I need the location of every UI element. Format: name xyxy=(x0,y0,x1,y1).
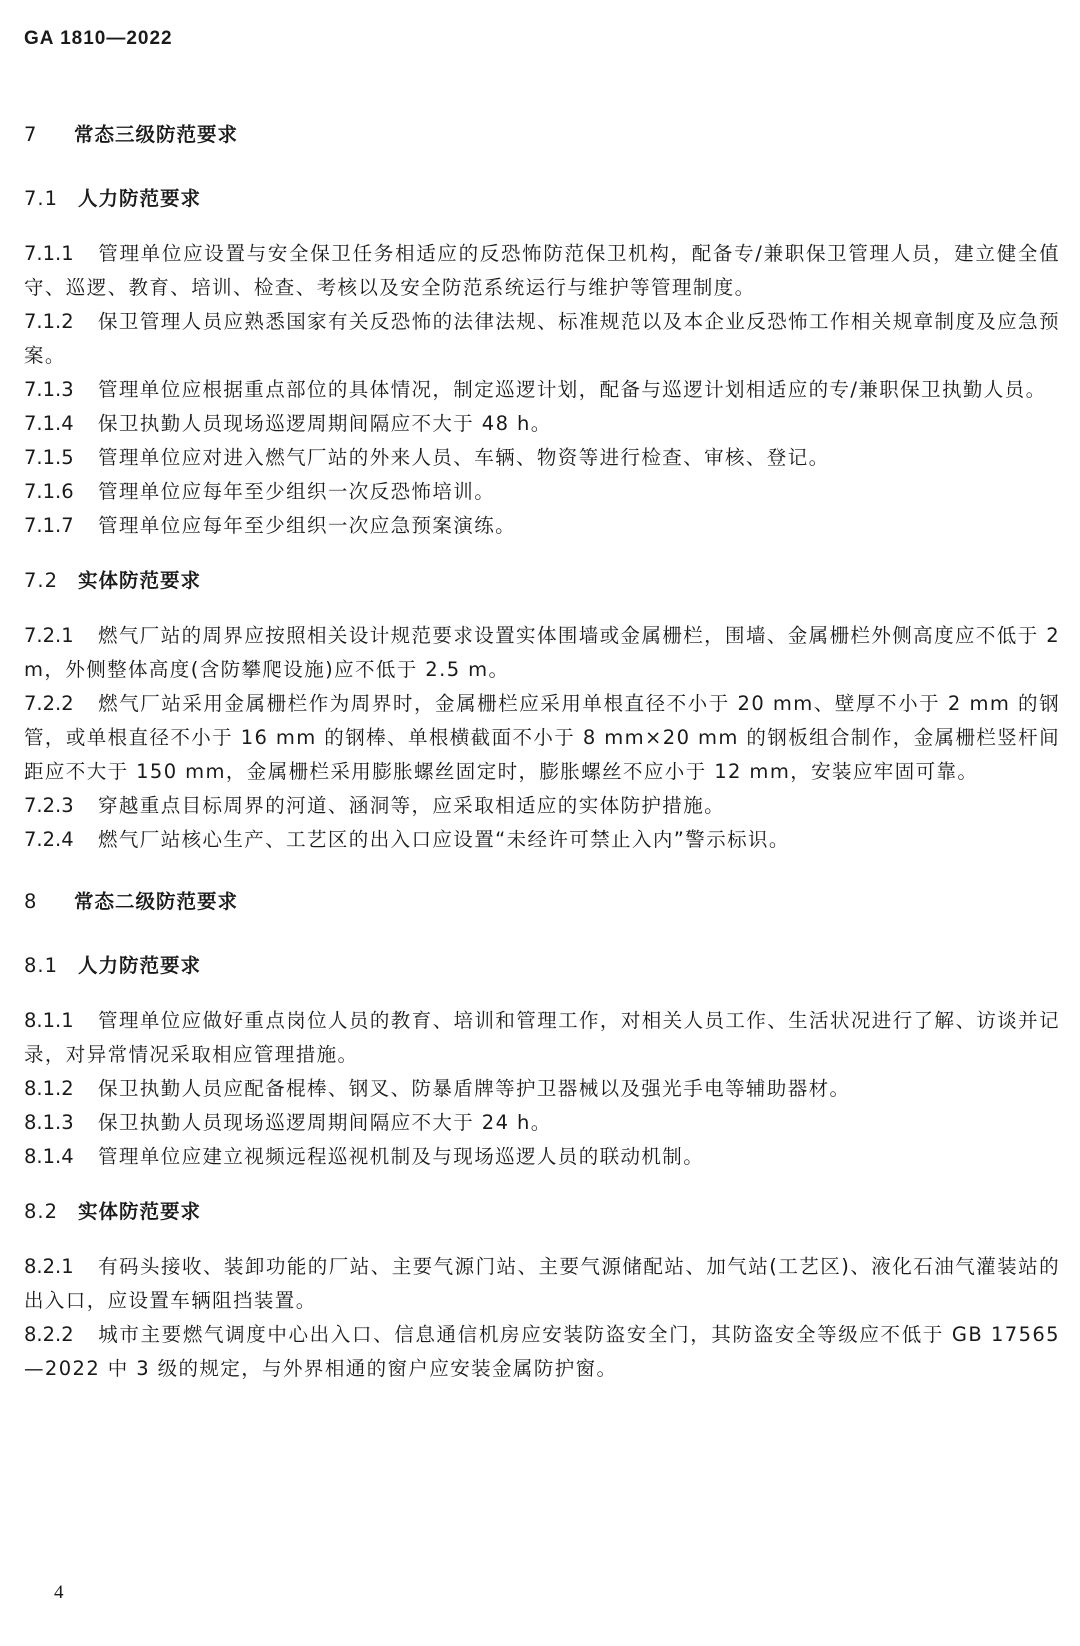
chapter-number: 7 xyxy=(24,123,38,146)
clause-text: 保卫执勤人员应配备棍棒、钢叉、防暴盾牌等护卫器械以及强光手电等辅助器材。 xyxy=(98,1077,851,1100)
clause-text: 保卫执勤人员现场巡逻周期间隔应不大于 48 h。 xyxy=(98,412,552,435)
chapter-title: 常态三级防范要求 xyxy=(74,123,239,146)
clause-paragraph xyxy=(24,1004,1060,1072)
section-heading xyxy=(24,1197,1060,1227)
clause-text: 燃气厂站核心生产、工艺区的出入口应设置“未经许可禁止入内”警示标识。 xyxy=(98,828,790,851)
clause-text: 保卫执勤人员现场巡逻周期间隔应不大于 24 h。 xyxy=(98,1111,552,1134)
clause-paragraph xyxy=(24,1250,1060,1318)
clause-number: 7.2.1 xyxy=(24,624,74,647)
clause-number: 8.1.4 xyxy=(24,1145,74,1168)
clause-paragraph xyxy=(24,237,1060,305)
clause-text: 燃气厂站采用金属栅栏作为周界时，金属栅栏应采用单根直径不小于 20 mm、壁厚不小于 2 mm 的钢管，或单根直径不小于 16 mm 的钢棒、单根横截面不小于 8 mm×20 mm 的钢板组合制作，金属栅栏竖杆间距应不大于 150 mm，金属栅栏采用膨胀螺丝固定时，膨胀螺丝不应小于 12 mm，安装应牢固可靠。 xyxy=(24,692,1060,783)
clause-paragraph xyxy=(24,823,1060,857)
clause-text: 管理单位应根据重点部位的具体情况，制定巡逻计划，配备与巡逻计划相适应的专/兼职保卫执勤人员。 xyxy=(98,378,1047,401)
clause-number: 7.1.3 xyxy=(24,378,74,401)
document-body xyxy=(24,120,1060,1386)
clause-number: 7.1.1 xyxy=(24,242,74,265)
clause-number: 7.1.2 xyxy=(24,310,74,333)
clause-paragraph xyxy=(24,373,1060,407)
page-number: 4 xyxy=(54,1582,64,1603)
section-heading xyxy=(24,566,1060,596)
clause-paragraph xyxy=(24,407,1060,441)
section-number: 8.2 xyxy=(24,1200,59,1223)
clause-text: 有码头接收、装卸功能的厂站、主要气源门站、主要气源储配站、加气站(工艺区)、液化石油气灌装站的出入口，应设置车辆阻挡装置。 xyxy=(24,1255,1060,1312)
clause-paragraph xyxy=(24,1106,1060,1140)
clause-paragraph xyxy=(24,305,1060,373)
clause-paragraph xyxy=(24,441,1060,475)
clause-number: 8.1.3 xyxy=(24,1111,74,1134)
clause-text: 管理单位应每年至少组织一次应急预案演练。 xyxy=(98,514,517,537)
clause-text: 管理单位应做好重点岗位人员的教育、培训和管理工作，对相关人员工作、生活状况进行了解、访谈并记录，对异常情况采取相应管理措施。 xyxy=(24,1009,1060,1066)
section-title: 人力防范要求 xyxy=(78,954,202,977)
clause-number: 8.2.2 xyxy=(24,1323,74,1346)
section-number: 7.2 xyxy=(24,569,59,592)
clause-number: 7.1.6 xyxy=(24,480,74,503)
document-header: GA 1810—2022 xyxy=(24,28,173,49)
section-title: 实体防范要求 xyxy=(78,1200,202,1223)
clause-paragraph xyxy=(24,687,1060,789)
clause-number: 8.1.1 xyxy=(24,1009,74,1032)
clause-paragraph xyxy=(24,1318,1060,1386)
chapter-title: 常态二级防范要求 xyxy=(74,890,239,913)
section-title: 人力防范要求 xyxy=(78,187,202,210)
clause-number: 7.2.4 xyxy=(24,828,74,851)
clause-text: 穿越重点目标周界的河道、涵洞等，应采取相适应的实体防护措施。 xyxy=(98,794,726,817)
section-heading xyxy=(24,184,1060,214)
clause-number: 8.1.2 xyxy=(24,1077,74,1100)
chapter-number: 8 xyxy=(24,890,38,913)
clause-paragraph xyxy=(24,619,1060,687)
clause-text: 保卫管理人员应熟悉国家有关反恐怖的法律法规、标准规范以及本企业反恐怖工作相关规章制度及应急预案。 xyxy=(24,310,1060,367)
clause-number: 7.1.5 xyxy=(24,446,74,469)
clause-paragraph xyxy=(24,1072,1060,1106)
section-title: 实体防范要求 xyxy=(78,569,202,592)
clause-paragraph xyxy=(24,1140,1060,1174)
clause-text: 燃气厂站的周界应按照相关设计规范要求设置实体围墙或金属栅栏，围墙、金属栅栏外侧高度应不低于 2 m，外侧整体高度(含防攀爬设施)应不低于 2.5 m。 xyxy=(24,624,1060,681)
chapter-heading xyxy=(24,887,1060,917)
clause-paragraph xyxy=(24,475,1060,509)
clause-paragraph xyxy=(24,789,1060,823)
clause-number: 7.2.3 xyxy=(24,794,74,817)
clause-text: 管理单位应建立视频远程巡视机制及与现场巡逻人员的联动机制。 xyxy=(98,1145,705,1168)
clause-number: 7.2.2 xyxy=(24,692,74,715)
clause-text: 管理单位应设置与安全保卫任务相适应的反恐怖防范保卫机构，配备专/兼职保卫管理人员，建立健全值守、巡逻、教育、培训、检查、考核以及安全防范系统运行与维护等管理制度。 xyxy=(24,242,1060,299)
clause-text: 管理单位应每年至少组织一次反恐怖培训。 xyxy=(98,480,496,503)
clause-text: 管理单位应对进入燃气厂站的外来人员、车辆、物资等进行检查、审核、登记。 xyxy=(98,446,830,469)
section-number: 7.1 xyxy=(24,187,59,210)
chapter-heading xyxy=(24,120,1060,150)
clause-number: 7.1.4 xyxy=(24,412,74,435)
clause-number: 7.1.7 xyxy=(24,514,74,537)
clause-number: 8.2.1 xyxy=(24,1255,74,1278)
section-heading xyxy=(24,951,1060,981)
clause-paragraph xyxy=(24,509,1060,543)
clause-text: 城市主要燃气调度中心出入口、信息通信机房应安装防盗安全门，其防盗安全等级应不低于 GB 17565—2022 中 3 级的规定，与外界相通的窗户应安装金属防护窗。 xyxy=(24,1323,1060,1380)
section-number: 8.1 xyxy=(24,954,59,977)
